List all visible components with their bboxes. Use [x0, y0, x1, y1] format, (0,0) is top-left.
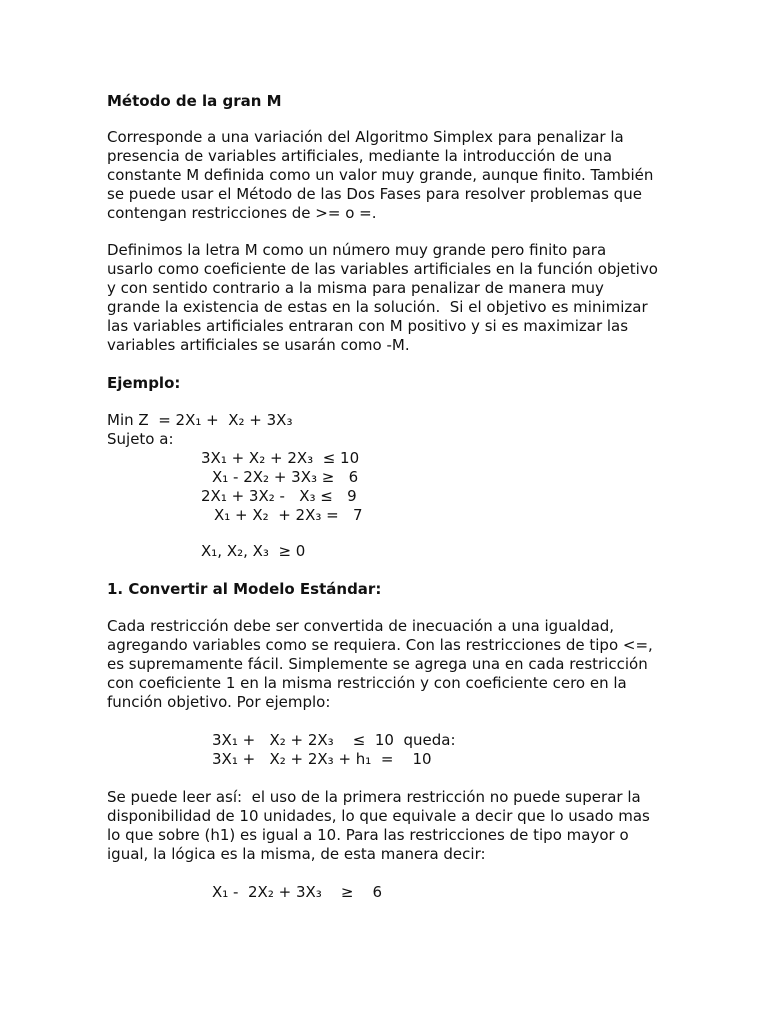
section-text-line: agregando variables como se requiera. Con las restricciones de tipo <=, — [107, 636, 653, 654]
intro-line: constante M definida como un valor muy grande, aunque finito. También — [107, 166, 654, 184]
intro-line: Corresponde a una variación del Algoritmo Simplex para penalizar la — [107, 128, 624, 146]
final-example-equation: X₁ - 2X₂ + 3X₃ ≥ 6 — [212, 883, 383, 901]
constraint-line: 3X₁ + X₂ + 2X₃ ≤ 10 — [201, 449, 360, 467]
example-heading: Ejemplo: — [107, 374, 181, 392]
definition-line: variables artificiales se usarán como -M. — [107, 336, 410, 354]
definition-line: grande la existencia de estas en la solución. Si el objetivo es minimizar — [107, 298, 648, 316]
definition-line: las variables artificiales entraran con M positivo y si es maximizar las — [107, 317, 629, 335]
intro-line: presencia de variables artificiales, mediante la introducción de una — [107, 147, 613, 165]
constraint-line: 2X₁ + 3X₂ - X₃ ≤ 9 — [201, 487, 357, 505]
explanation-line: Se puede leer así: el uso de la primera restricción no puede superar la — [107, 788, 641, 806]
section-text-line: es supremamente fácil. Simplemente se agrega una en cada restricción — [107, 655, 648, 673]
constraint-line: X₁ - 2X₂ + 3X₃ ≥ 6 — [212, 468, 359, 486]
explanation-line: lo que sobre (h1) es igual a 10. Para las restricciones de tipo mayor o — [107, 826, 629, 844]
example-equation-line: 3X₁ + X₂ + 2X₃ + h₁ = 10 — [212, 750, 432, 768]
intro-line: contengan restricciones de >= o =. — [107, 204, 377, 222]
section-text-line: función objetivo. Por ejemplo: — [107, 693, 331, 711]
subject-to-label: Sujeto a: — [107, 430, 174, 448]
explanation-line: igual, la lógica es la misma, de esta manera decir: — [107, 845, 486, 863]
constraint-line: X₁ + X₂ + 2X₃ = 7 — [214, 506, 363, 524]
explanation-line: disponibilidad de 10 unidades, lo que equivale a decir que lo usado mas — [107, 807, 650, 825]
document-title: Método de la gran M — [107, 92, 282, 110]
section-text-line: Cada restricción debe ser convertida de inecuación a una igualdad, — [107, 617, 615, 635]
definition-line: usarlo como coeficiente de las variables artificiales en la función objetivo — [107, 260, 658, 278]
definition-line: y con sentido contrario a la misma para penalizar de manera muy — [107, 279, 604, 297]
definition-line: Definimos la letra M como un número muy grande pero finito para — [107, 241, 607, 259]
objective-function: Min Z = 2X₁ + X₂ + 3X₃ — [107, 411, 293, 429]
section-text-line: con coeficiente 1 en la misma restricción y con coeficiente cero en la — [107, 674, 627, 692]
intro-line: se puede usar el Método de las Dos Fases para resolver problemas que — [107, 185, 642, 203]
section-heading: 1. Convertir al Modelo Estándar: — [107, 580, 382, 598]
example-equation-line: 3X₁ + X₂ + 2X₃ ≤ 10 queda: — [212, 731, 456, 749]
nonnegativity-constraint: X₁, X₂, X₃ ≥ 0 — [201, 542, 306, 560]
